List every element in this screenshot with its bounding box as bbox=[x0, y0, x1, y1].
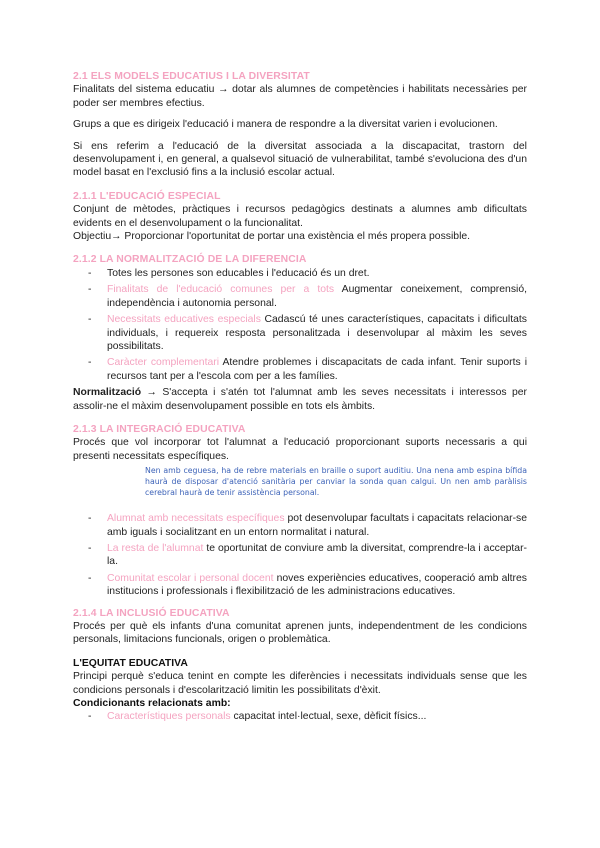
list-item-term: Alumnat amb necessitats específiques bbox=[107, 513, 285, 525]
list-item-term: Caràcter complementari bbox=[107, 357, 220, 369]
list-item bbox=[88, 710, 527, 723]
list-item bbox=[88, 572, 527, 599]
list-item bbox=[88, 267, 527, 280]
normalization-list bbox=[73, 267, 527, 383]
normalization-label: Normalització bbox=[73, 387, 142, 399]
list-item-term: Comunitat escolar i personal docent bbox=[107, 572, 274, 584]
section-2-1-title: 2.1 ELS MODELS EDUCATIUS I LA DIVERSITAT bbox=[73, 71, 310, 82]
list-item-text: noves experiències educatives, cooperació amb altres institucions i professionals i flexibilització de les administracions educatives. bbox=[107, 572, 527, 598]
normalization-text: → S'accepta i s'atén tot l'alumnat amb les seves necessitats i interessos per assolir-ne el màxim desenvolupament possible en tots els àmbits. bbox=[73, 387, 527, 412]
integration-example-note: Nen amb ceguesa, ha de rebre materials en braille o suport auditiu. Una nena amb espina bífida haurà de disposar d'atenció sanitària per canviar la sonda quan calgui. Un nen amb paràlisis cerebral haurà de tenir assistència personal. bbox=[145, 466, 527, 498]
dash-bullet: - bbox=[88, 267, 92, 279]
dash-bullet: - bbox=[88, 711, 92, 723]
section-2-1-1-paragraph-1: Conjunt de mètodes, pràctiques i recursos pedagògics destinats a alumnes amb dificultats evidents en el desenvolupament o la funcionalitat. bbox=[73, 204, 527, 229]
dash-bullet: - bbox=[88, 572, 92, 584]
section-2-1-paragraph-1: Finalitats del sistema educatiu → dotar als alumnes de competències i habilitats necessàries per poder ser membres efectius. bbox=[73, 84, 527, 109]
list-item-text: Totes les persones son educables i l'educació és un dret. bbox=[107, 267, 370, 279]
dash-bullet: - bbox=[88, 542, 92, 554]
list-item bbox=[88, 283, 527, 310]
list-item-text: capacitat intel·lectual, sexe, dèficit físics... bbox=[230, 711, 427, 723]
list-item-text: te oportunitat de conviure amb la diversitat, comprendre-la i acceptar-la. bbox=[107, 542, 527, 568]
section-2-1-3-paragraph-1: Procés que vol incorporar tot l'alumnat a l'educació proporcionant suports necessaris a qui presenti necessitats específiques. bbox=[73, 437, 527, 462]
section-2-1-1-paragraph-2: Objectiu→ Proporcionar l'oportunitat de portar una existència el més propera possible. bbox=[73, 231, 471, 243]
section-2-1-paragraph-3: Si ens referim a l'educació de la diversitat associada a la discapacitat, trastorn del desenvolupament i, en general, a qualsevol situació de vulnerabilitat, també s'evoluciona des d'un model basat en l'exclusió fins a la inclusió escolar actual. bbox=[73, 140, 527, 179]
conditions-list bbox=[73, 710, 527, 723]
equity-title: L'EQUITAT EDUCATIVA bbox=[73, 657, 188, 669]
section-2-1-1-title: 2.1.1 L'EDUCACIÓ ESPECIAL bbox=[73, 190, 221, 202]
section-2-1-2-title: 2.1.2 LA NORMALITZACIÓ DE LA DIFERENCIA bbox=[73, 254, 307, 266]
dash-bullet: - bbox=[88, 284, 92, 296]
list-item-term: Característiques personals bbox=[107, 711, 231, 723]
integration-list bbox=[73, 512, 527, 598]
list-item bbox=[88, 542, 527, 569]
list-item-term: Necessitats educatives especials bbox=[107, 314, 261, 326]
equity-paragraph: Principi perquè s'educa tenint en compte les diferències i necessitats individuals sense que les condicions personals i d'escolarització limitin les possibilitats d'èxit. bbox=[73, 671, 527, 696]
dash-bullet: - bbox=[88, 314, 92, 326]
normalization-definition bbox=[73, 386, 527, 413]
section-2-1-4-title: 2.1.4 LA INCLUSIÓ EDUCATIVA bbox=[73, 607, 230, 619]
list-item-text: Atendre problemes i discapacitats de cada infant. Tenir suports i recursos tant per a l'escola com per a les famílies. bbox=[107, 357, 528, 382]
section-2-1-4-paragraph-1: Procés per què els infants d'una comunitat aprenen junts, independentment de les condicions personals, limitacions funcionals, origen o problemàtica. bbox=[73, 621, 527, 646]
list-item bbox=[88, 313, 527, 353]
list-item-term: La resta de l'alumnat bbox=[107, 542, 204, 554]
list-item-term: Finalitats de l'educació comunes per a tots bbox=[107, 284, 335, 296]
dash-bullet: - bbox=[88, 513, 92, 525]
section-2-1-paragraph-2: Grups a que es dirigeix l'educació i manera de respondre a la diversitat varien i evolucionen. bbox=[73, 119, 498, 131]
list-item-text: pot desenvolupar facultats i capacitats relacionar-se amb iguals i socialitzant en un entorn normalitat i natural. bbox=[107, 513, 527, 538]
list-item-text: Cadascú té unes característiques, capacitats i dificultats individuals, i requereix resposta personalitzada i desenvolupar al màxim les seves possibilitats. bbox=[107, 314, 527, 352]
list-item-text: Augmentar coneixement, comprensió, independència i autonomia personal. bbox=[107, 284, 527, 309]
dash-bullet: - bbox=[88, 357, 92, 369]
list-item bbox=[88, 356, 528, 383]
conditions-title: Condicionants relacionats amb: bbox=[73, 698, 231, 710]
list-item bbox=[88, 512, 527, 539]
section-2-1-3-title: 2.1.3 LA INTEGRACIÓ EDUCATIVA bbox=[73, 423, 246, 435]
